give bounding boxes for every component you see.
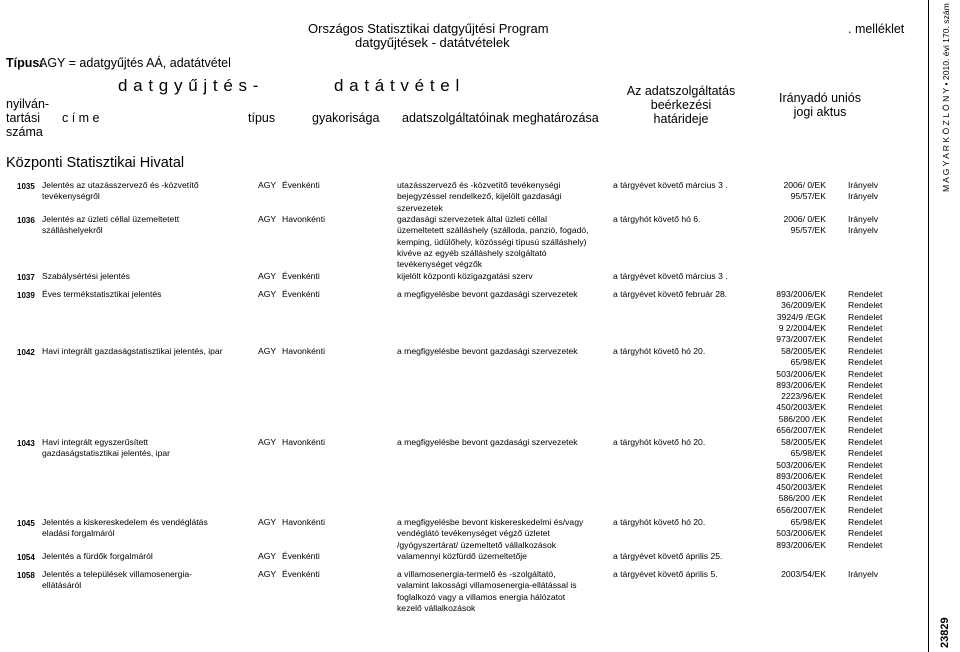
row-providers: valamennyi közfürdő üzemeltetője (397, 551, 527, 561)
col-adatszolgaltatok: adatszolgáltatóinak meghatározása (402, 111, 599, 125)
row-legal-acts: 58/2005/EK 65/98/EK 503/2006/EK 893/2006/EK 450/2003/EK 586/200 /EK 656/2007/EK (776, 437, 826, 515)
row-act-types: Irányelv Irányelv (848, 214, 879, 236)
row-providers: gazdasági szervezetek által üzleti céllal üzemeltetett szálláshely (szálloda, panzió, fogadó, kemping, üdülőhely, közösségi típusú szálláshely) kivéve az egyéb szálláshely szolgáltató tevékenységet végzők (397, 214, 589, 270)
row-number: 1045 (17, 519, 35, 528)
row-frequency: Évenkénti (282, 289, 320, 299)
row-providers: utazásszervező és -közvetítő tevékenységi bejegyzéssel rendelkező, kijelölt gazdasági szervezetek (397, 180, 562, 213)
row-frequency: Havonkénti (282, 437, 325, 447)
row-type: AGY (258, 214, 277, 224)
row-frequency: Évenkénti (282, 271, 320, 281)
header-spaced-adatgyujtes: d a t g y ű j t é s - (118, 76, 259, 95)
row-type: AGY (258, 289, 277, 299)
row-number: 1054 (17, 553, 35, 562)
row-number: 1035 (17, 182, 35, 191)
program-title-1: Országos Statisztikai datgyűjtési Program (308, 21, 549, 36)
row-providers: a megfigyelésbe bevont gazdasági szervezetek (397, 346, 578, 356)
row-deadline: a tárgyévet követő április 25. (613, 551, 723, 561)
row-title: Havi integrált gazdaságstatisztikai jelentés, ipar (42, 346, 223, 356)
magazine-header: M A G Y A R K Ö Z L Ö N Y • 2010. évi 170. szám (941, 3, 951, 192)
row-frequency: Évenkénti (282, 551, 320, 561)
row-legal-acts: 893/2006/EK 36/2009/EK 3924/9 /EGK 9 2/2004/EK 973/2007/EK (776, 289, 826, 345)
row-act-types: Rendelet Rendelet Rendelet Rendelet Rendelet Rendelet Rendelet Rendelet (848, 346, 883, 436)
row-frequency: Havonkénti (282, 346, 325, 356)
row-number: 1039 (17, 291, 35, 300)
row-number: 1042 (17, 348, 35, 357)
row-type: AGY (258, 551, 277, 561)
row-title: Jelentés a fürdők forgalmáról (42, 551, 153, 561)
row-frequency: Havonkénti (282, 517, 325, 527)
col-tipus: típus (248, 111, 276, 125)
col-cime: c í m e (62, 111, 100, 125)
row-title: Havi integrált egyszerűsített gazdaságstatisztikai jelentés, ipar (42, 437, 171, 459)
row-providers: a villamosenergia-termelő és -szolgáltató, valamint lakossági villamosenergia-ellátással is foglalkozó vagy a villamos energia hálózatot kezelő vállalkozások (397, 569, 577, 613)
row-deadline: a tárgyévet követő március 3 . (613, 271, 728, 281)
col-jogi-aktus: Irányadó uniós jogi aktus (778, 91, 861, 119)
col-nyilvantartasi-szama: nyilván- tartási száma (6, 97, 50, 139)
col-hatarido: Az adatszolgáltatás beérkezési határideje (626, 84, 736, 126)
row-title: Jelentés az utazásszervező és -közvetítő tevékenységről (42, 180, 199, 202)
row-act-types: Irányelv (848, 569, 879, 579)
row-type: AGY (258, 517, 277, 527)
row-type: AGY (258, 569, 277, 579)
row-legal-acts: 58/2005/EK 65/98/EK 503/2006/EK 893/2006/EK 2223/96/EK 450/2003/EK 586/200 /EK 656/2007/EK (776, 346, 826, 436)
row-act-types: Irányelv Irányelv (848, 180, 879, 202)
row-legal-acts: 2006/ 0/EK 95/57/EK (783, 180, 826, 202)
row-deadline: a tárgyhót követő hó 20. (613, 346, 706, 356)
row-type: AGY (258, 180, 277, 190)
row-act-types: Rendelet Rendelet Rendelet Rendelet Rendelet (848, 289, 883, 345)
row-number: 1037 (17, 273, 35, 282)
row-deadline: a tárgyhót követő hó 6. (613, 214, 701, 224)
row-number: 1058 (17, 571, 35, 580)
row-deadline: a tárgyévet követő április 5. (613, 569, 718, 579)
row-title: Jelentés az üzleti céllal üzemeltetett szálláshelyekről (42, 214, 180, 236)
page-number: 23829 (939, 617, 951, 648)
row-title: Szabálysértési jelentés (42, 271, 130, 281)
program-title-2: datgyűjtések - datátvételek (355, 35, 510, 50)
row-frequency: Havonkénti (282, 214, 325, 224)
row-providers: a megfigyelésbe bevont gazdasági szervezetek (397, 289, 578, 299)
org-name: Központi Statisztikai Hivatal (6, 155, 185, 171)
row-frequency: Évenkénti (282, 180, 320, 190)
row-number: 1043 (17, 439, 35, 448)
header-spaced-adatatvetel: d a t á t v é t e l (334, 76, 460, 95)
row-title: Jelentés a kiskereskedelem és vendéglátás eladási forgalmáról (42, 517, 208, 539)
row-act-types: Rendelet Rendelet Rendelet Rendelet Rendelet Rendelet Rendelet (848, 437, 883, 515)
row-providers: a megfigyelésbe bevont gazdasági szervezetek (397, 437, 578, 447)
side-divider (928, 0, 929, 652)
row-deadline: a tárgyévet követő március 3 . (613, 180, 728, 190)
melleklet: . melléklet (848, 22, 905, 36)
row-legal-acts: 65/98/EK 503/2006/EK 893/2006/EK (776, 517, 826, 550)
row-act-types: Rendelet Rendelet Rendelet (848, 517, 883, 550)
row-deadline: a tárgyévet követő február 28. (613, 289, 728, 299)
row-number: 1036 (17, 216, 35, 225)
row-deadline: a tárgyhót követő hó 20. (613, 437, 706, 447)
row-title: Jelentés a települések villamosenergia- ellátásáról (42, 569, 192, 591)
row-providers: a megfigyelésbe bevont kiskereskedelmi és/vagy vendéglátó tevékenységet végző üzletet /gyógyszertárat/ üzemeltető vállalkozások (397, 517, 584, 550)
tipus-value: AGY = adatgyűjtés AÁ, adatátvétel (39, 56, 231, 70)
row-deadline: a tárgyhót követő hó 20. (613, 517, 706, 527)
col-gyakorisaga: gyakorisága (312, 111, 380, 125)
row-type: AGY (258, 437, 277, 447)
row-legal-acts: 2006/ 0/EK 95/57/EK (783, 214, 826, 236)
row-providers: kijelölt központi közigazgatási szerv (397, 271, 533, 281)
row-legal-acts: 2003/54/EK (781, 569, 826, 579)
row-frequency: Évenkénti (282, 569, 320, 579)
tipus-label: Típus: (6, 56, 44, 70)
row-type: AGY (258, 346, 277, 356)
row-type: AGY (258, 271, 277, 281)
row-title: Éves termékstatisztikai jelentés (42, 289, 162, 299)
